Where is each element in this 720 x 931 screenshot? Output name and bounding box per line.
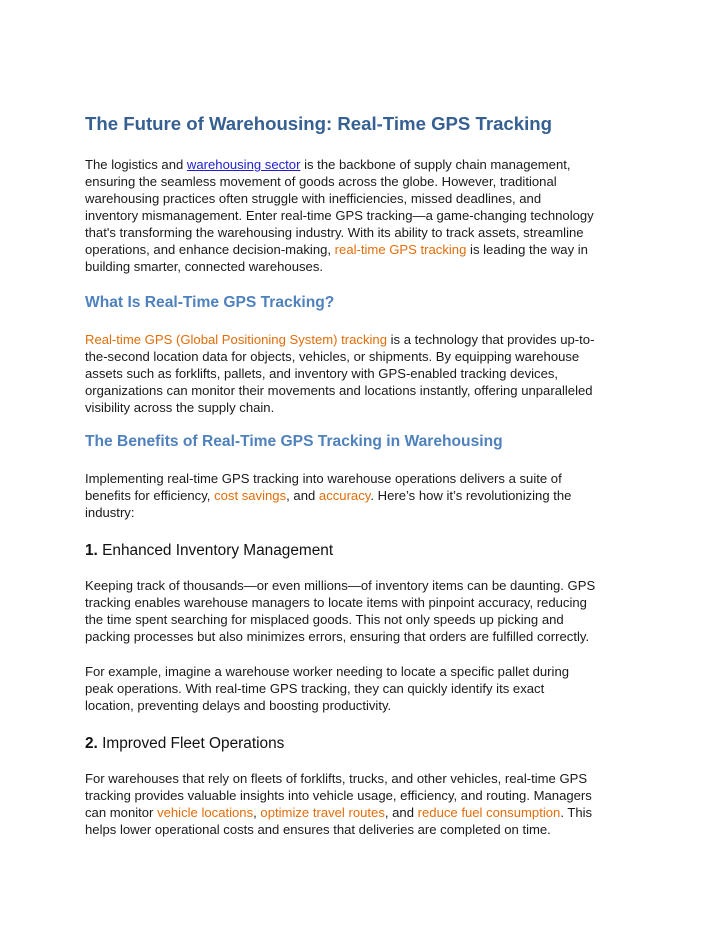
text-line: peak operations. With real-time GPS tracking, they can quickly identify its exact [85,681,545,696]
text-line: For warehouses that rely on fleets of forklifts, trucks, and other vehicles, real-time GPS [85,771,588,786]
text-span: . This [560,805,593,820]
intro-paragraph [85,156,645,275]
text-line: building smarter, connected warehouses. [85,259,324,274]
text-span: operations, and enhance decision-making, [85,242,335,257]
text-span: The logistics and [85,157,187,172]
real-time-gps-tracking-link[interactable]: real-time GPS tracking [334,242,467,257]
text-span: is a technology that provides up-to- [387,332,595,347]
text-line: helps lower operational costs and ensures that deliveries are completed on time. [85,822,551,837]
text-line [85,241,645,258]
subheading-number: 1. [85,542,98,559]
text-line: the-second location data for objects, vehicles, or shipments. By equipping warehouse [85,349,580,364]
section1-paragraph [85,331,645,416]
text-line: tracking enables warehouse managers to locate items with pinpoint accuracy, reducing [85,595,587,610]
text-line: Implementing real-time GPS tracking into warehouse operations delivers a suite of [85,471,562,486]
text-span: , and [286,488,319,503]
warehousing-sector-link[interactable]: warehousing sector [186,157,301,172]
text-line [85,804,645,821]
gps-definition-link[interactable]: Real-time GPS (Global Positioning System) tracking [85,332,387,347]
text-line: inventory mismanagement. Enter real-time GPS tracking—a game-changing technology [85,208,594,223]
section2-paragraph [85,470,645,521]
document-page [85,112,645,856]
subheading-text: Enhanced Inventory Management [97,542,334,559]
cost-savings-link[interactable]: cost savings [214,488,287,503]
reduce-fuel-consumption-link[interactable]: reduce fuel consumption [417,805,561,820]
vehicle-locations-link[interactable]: vehicle locations [157,805,254,820]
section-heading-benefits: The Benefits of Real-Time GPS Tracking in Warehousing [85,433,503,450]
text-span: , and [384,805,418,820]
text-line: location, preventing delays and boosting productivity. [85,698,392,713]
text-span: is the backbone of supply chain management, [300,157,571,172]
text-span: benefits for efficiency, [85,488,215,503]
sub1-paragraph-1 [85,577,645,645]
subheading-number: 2. [85,735,98,752]
text-line: For example, imagine a warehouse worker needing to locate a specific pallet during [85,664,570,679]
subheading-inventory-management [85,541,645,561]
text-line: that's transforming the warehousing industry. With its ability to track assets, streamline [85,225,584,240]
text-line: ensuring the seamless movement of goods across the globe. However, traditional [85,174,557,189]
accuracy-link[interactable]: accuracy [318,488,371,503]
text-span: can monitor [85,805,158,820]
sub1-paragraph-2 [85,663,645,714]
section-heading-what-is: What Is Real-Time GPS Tracking? [85,294,335,311]
text-span: . Here’s how it’s revolutionizing the [370,488,572,503]
optimize-travel-routes-link[interactable]: optimize travel routes [260,805,385,820]
text-line [85,156,645,173]
text-line [85,331,645,348]
text-line: organizations can monitor their movements and locations instantly, offering unparalleled [85,383,593,398]
text-line: visibility across the supply chain. [85,400,275,415]
text-span: , [253,805,261,820]
sub2-paragraph [85,770,645,838]
subheading-fleet-operations [85,734,645,754]
text-line: packing processes but also minimizes errors, ensuring that orders are fulfilled correctly. [85,629,590,644]
text-line: warehousing practices often struggle with inefficiencies, missed deadlines, and [85,191,542,206]
subheading-text: Improved Fleet Operations [97,735,285,752]
text-line: assets such as forklifts, pallets, and inventory with GPS-enabled tracking devices, [85,366,559,381]
page-title: The Future of Warehousing: Real-Time GPS Tracking [85,113,552,134]
text-span: is leading the way in [466,242,588,257]
text-line: tracking provides valuable insights into vehicle usage, efficiency, and routing. Managers [85,788,592,803]
text-line: industry: [85,505,135,520]
text-line: Keeping track of thousands—or even millions—of inventory items can be daunting. GPS [85,578,596,593]
text-line [85,487,645,504]
text-line: the time spent searching for misplaced goods. This not only speeds up picking and [85,612,564,627]
